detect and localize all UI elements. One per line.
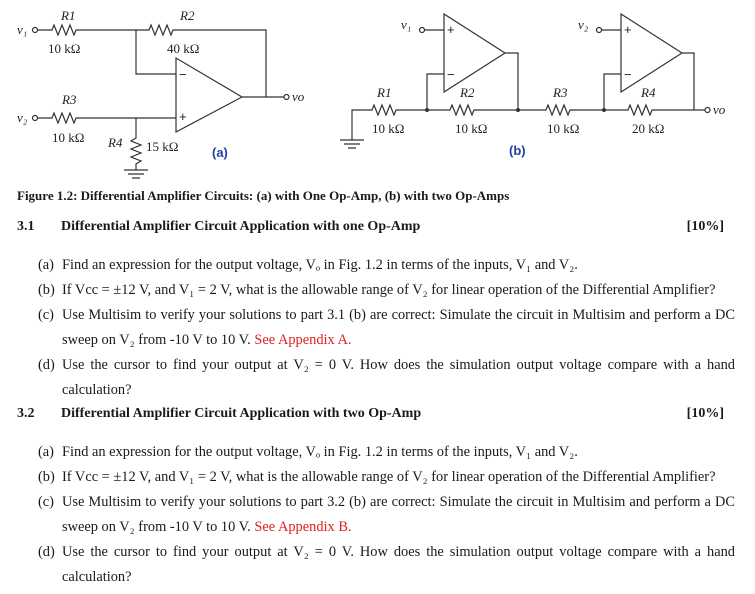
rb1-label: R1: [377, 85, 392, 100]
circuit-a: [17, 8, 305, 178]
circuit-b-input1-label: v₁: [401, 17, 412, 32]
circuit-b-input2-label: v₂: [578, 17, 589, 32]
op-amp-b2-plus: +: [624, 22, 632, 37]
question-label: (a): [38, 444, 54, 460]
section-title: Differential Amplifier Circuit Application with two Op-Amp: [61, 406, 422, 421]
section-number: 3.2: [17, 406, 35, 421]
circuit-b-output-label: vo: [713, 102, 726, 117]
question-label: (c): [38, 494, 54, 510]
circuit-a-input1-label: v₁: [17, 22, 28, 37]
question-item: [38, 353, 735, 403]
appendix-link[interactable]: See Appendix A.: [254, 332, 352, 348]
question-text: Find an expression for the output voltage, Vₒ in Fig. 1.2 in terms of the inputs, V₁ and V₂.: [62, 444, 578, 460]
circuit-a-output-label: vo: [292, 89, 305, 104]
question-item: [38, 253, 735, 278]
rb3-value: 10 kΩ: [547, 121, 580, 136]
question-item: [38, 490, 735, 540]
question-item: [38, 540, 735, 590]
question-label: (b): [38, 469, 55, 485]
op-amp-b1-minus: −: [447, 67, 455, 82]
circuit-b: [340, 14, 726, 158]
appendix-link[interactable]: See Appendix B.: [254, 519, 352, 535]
rb1-value: 10 kΩ: [372, 121, 405, 136]
rb3-label: R3: [553, 85, 568, 100]
r1-value: 10 kΩ: [48, 41, 81, 56]
question-text: Use the cursor to find your output at V₂ = 0 V. How does the simulation output voltage compare with a hand calculation?: [62, 357, 735, 398]
section-marks: [10%]: [686, 406, 724, 421]
question-text: Find an expression for the output voltage, Vₒ in Fig. 1.2 in terms of the inputs, V₁ and V₂.: [62, 257, 578, 273]
question-label: (c): [38, 307, 54, 323]
rb4-value: 20 kΩ: [632, 121, 665, 136]
r4-label: R4: [108, 135, 123, 150]
op-amp-b2-minus: −: [624, 67, 632, 82]
question-label: (d): [38, 357, 55, 373]
r3-value: 10 kΩ: [52, 130, 85, 145]
op-amp-b1-plus: +: [447, 22, 455, 37]
r2-label: R2: [180, 8, 195, 23]
question-text: If Vcc = ±12 V, and V₁ = 2 V, what is the allowable range of V₂ for linear operation of the Differential Amplifier?: [62, 469, 716, 485]
question-label: (a): [38, 257, 54, 273]
question-item: [38, 440, 735, 465]
section-marks: [10%]: [686, 219, 724, 234]
ground-b: [340, 140, 364, 148]
question-label: (d): [38, 544, 55, 560]
question-text: Use the cursor to find your output at V₂ = 0 V. How does the simulation output voltage compare with a hand calculation?: [62, 544, 735, 585]
circuit-a-input2-label: v₂: [17, 110, 28, 125]
r4-value: 15 kΩ: [146, 139, 179, 154]
circuit-b-label: (b): [509, 143, 526, 158]
rb4-label: R4: [641, 85, 656, 100]
rb2-label: R2: [460, 85, 475, 100]
circuit-a-label: (a): [212, 145, 228, 160]
circuit-figure: [0, 0, 755, 185]
question-text: Use Multisim to verify your solutions to part 3.1 (b) are correct: Simulate the circuit in Multisim and perform a DC sweep on V₂ from -10 V to 10 V.: [62, 307, 735, 348]
question-item: [38, 465, 735, 490]
question-text: If Vcc = ±12 V, and V₁ = 2 V, what is the allowable range of V₂ for linear operation of the Differential Amplifier?: [62, 282, 716, 298]
op-amp-a-plus: +: [179, 109, 187, 124]
section-title: Differential Amplifier Circuit Application with one Op-Amp: [61, 219, 421, 234]
figure-caption: Figure 1.2: Differential Amplifier Circuits: (a) with One Op-Amp, (b) with two Op-Amps: [17, 188, 510, 203]
op-amp-a-minus: −: [179, 67, 187, 82]
question-item: [38, 303, 735, 353]
r1-label: R1: [61, 8, 76, 23]
section-number: 3.1: [17, 219, 35, 234]
ground-a: [124, 170, 148, 178]
rb2-value: 10 kΩ: [455, 121, 488, 136]
question-text: Use Multisim to verify your solutions to part 3.2 (b) are correct: Simulate the circuit in Multisim and perform a DC sweep on V₂ from -10 V to 10 V.: [62, 494, 735, 535]
question-item: [38, 278, 735, 303]
question-label: (b): [38, 282, 55, 298]
r3-label: R3: [62, 92, 77, 107]
r2-value: 40 kΩ: [167, 41, 200, 56]
